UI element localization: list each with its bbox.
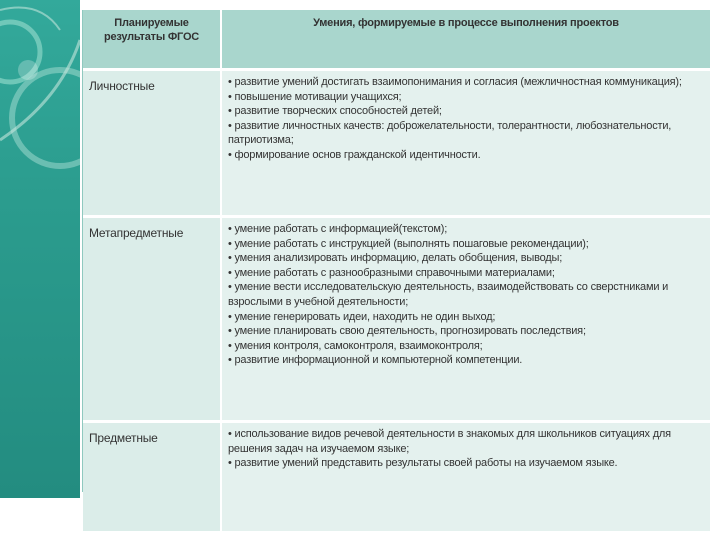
list-item: • использование видов речевой деятельности в знакомых для школьников ситуациях для решения задач на изучаемом языке; <box>228 428 671 455</box>
list-item: • умения контроля, самоконтроля, взаимоконтроля; <box>228 339 483 352</box>
list-item: • умение генерировать идеи, находить не один выход; <box>228 310 496 323</box>
list-item: • развитие творческих способностей детей; <box>228 105 442 118</box>
list-item: • умение вести исследовательскую деятельность, взаимодействовать со сверстниками и взрослыми в учебной деятельности; <box>228 281 669 308</box>
decorative-swirl-icon <box>0 0 80 498</box>
table-row-metasubject <box>83 217 711 422</box>
list-item: • повышение мотивации учащихся; <box>228 90 402 103</box>
header-planned-results-line1: Планируемые <box>114 17 189 29</box>
list-item: • развитие умений достигать взаимопонимания и согласия (межличностная коммуникация); <box>228 76 682 88</box>
fgos-results-table <box>82 10 711 492</box>
category-subject: Предметные <box>83 422 221 533</box>
list-item: • умение работать с информацией(текстом); <box>228 223 448 235</box>
list-item: • развитие информационной и компьютерной компетенции. <box>228 354 523 367</box>
category-metasubject: Метапредметные <box>83 217 221 422</box>
header-project-skills: Умения, формируемые в процессе выполнения проектов <box>221 10 711 70</box>
list-item: • умение планировать свою деятельность, прогнозировать последствия; <box>228 325 586 338</box>
skills-list-subject <box>221 422 711 533</box>
skills-list-personal <box>221 70 711 217</box>
table-row-personal <box>83 70 711 217</box>
skills-list-metasubject <box>221 217 711 422</box>
list-item: • умение работать с инструкцией (выполнять пошаговые рекомендации); <box>228 237 589 250</box>
header-planned-results <box>83 10 221 70</box>
decorative-band <box>0 0 80 498</box>
category-personal: Личностные <box>83 70 221 217</box>
table-row-subject <box>83 422 711 533</box>
list-item: • умения анализировать информацию, делать обобщения, выводы; <box>228 252 563 265</box>
header-planned-results-line2: результаты ФГОС <box>103 31 200 43</box>
list-item: • развитие умений представить результаты своей работы на изучаемом языке. <box>228 457 618 470</box>
list-item: • формирование основ гражданской идентичности. <box>228 148 481 161</box>
list-item: • умение работать с разнообразными справочными материалами; <box>228 266 555 279</box>
list-item: • развитие личностных качеств: доброжелательности, толерантности, любознательности, патриотизма; <box>228 119 672 147</box>
